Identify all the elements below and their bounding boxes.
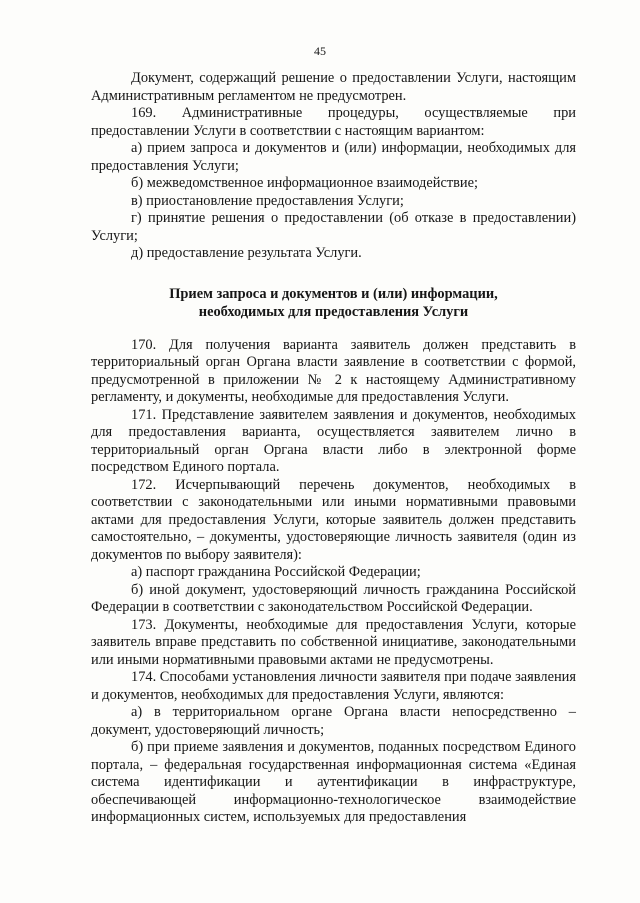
- paragraph-173: 173. Документы, необходимые для предоставления Услуги, которые заявитель вправе представить по собственной инициативе, законодательными или иными нормативными правовыми актами не предусмотрены.: [91, 616, 576, 668]
- paragraph-172: 172. Исчерпывающий перечень документов, необходимых в соответствии с законодательными или иными нормативными правовыми актами для предоставления Услуги, которые заявитель должен представить самостоятельно, – документы, удостоверяющие личность заявителя (один из документов по выбору заявителя):: [91, 476, 576, 563]
- section-heading-line-2: необходимых для предоставления Услуги: [198, 303, 469, 320]
- list-item-a: а) паспорт гражданина Российской Федерации;: [131, 564, 421, 580]
- list-item-b: б) при приеме заявления и документов, поданных посредством Единого портала, – федеральная государственная информационная система «Единая система идентификации и аутентификации в инфраструктуре, обеспечивающей информационно-технологическое взаимодействие информационных систем, используемых для предоставления: [91, 739, 576, 825]
- paragraph-169: 169. Административные процедуры, осуществляемые при предоставлении Услуги в соответствии с настоящим вариантом:: [91, 105, 576, 139]
- list-item-g: г) принятие решения о предоставлении (об отказе в предоставлении) Услуги;: [91, 210, 576, 244]
- list-item-b: б) иной документ, удостоверяющий личность гражданина Российской Федерации в соответствии с законодательством Российской Федерации.: [91, 581, 576, 615]
- list-item-a: а) в территориальном органе Органа власти непосредственно – документ, удостоверяющий личность;: [91, 704, 576, 738]
- paragraph-174: 174. Способами установления личности заявителя при подаче заявления и документов, необходимых для предоставления Услуги, являются:: [91, 669, 576, 703]
- list-item-a: а) прием запроса и документов и (или) информации, необходимых для предоставления Услуги;: [91, 140, 576, 174]
- paragraph: Документ, содержащий решение о предоставлении Услуги, настоящим Административным регламентом не предусмотрен.: [91, 70, 576, 104]
- paragraph-171: 171. Представление заявителем заявления и документов, необходимых для предоставления варианта, осуществляется заявителем лично в территориальный орган Органа власти либо в электронной форме посредством Единого портала.: [91, 406, 576, 475]
- paragraph-170: 170. Для получения варианта заявитель должен представить в территориальный орган Органа власти заявление в соответствии с формой, предусмотренной в приложении № 2 к настоящему Административному регламенту, и документы, необходимые для предоставления Услуги.: [91, 336, 576, 405]
- section-heading-line-1: Прием запроса и документов и (или) информации,: [169, 285, 498, 302]
- section-heading: [91, 285, 576, 321]
- list-item-d: д) предоставление результата Услуги.: [131, 245, 362, 261]
- document-body: [91, 70, 576, 827]
- list-item-b: б) межведомственное информационное взаимодействие;: [131, 175, 479, 191]
- page-number: 45: [314, 44, 326, 58]
- list-item-v: в) приостановление предоставления Услуги;: [131, 192, 404, 209]
